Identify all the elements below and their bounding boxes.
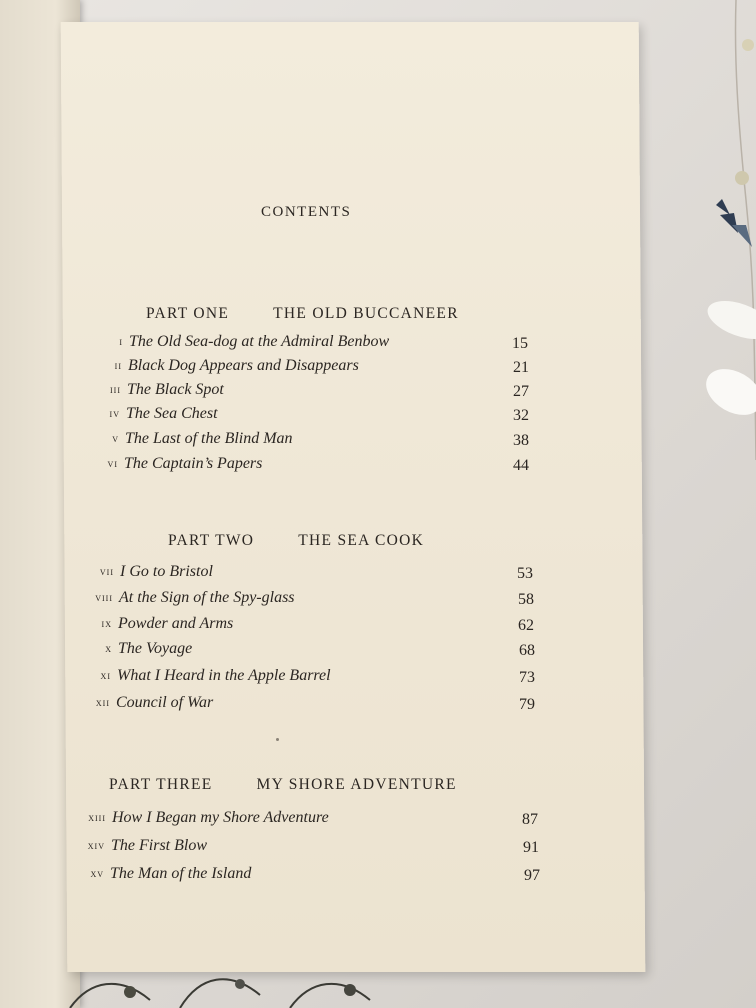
chapter-title: The Captain’s Papers	[124, 455, 263, 472]
chapter-title: Powder and Arms	[118, 615, 234, 632]
chapter-number: ii	[114, 360, 122, 372]
chapter-number: i	[119, 336, 123, 348]
page-number: 32	[513, 407, 529, 424]
chapter-number: xiv	[87, 840, 105, 852]
chapter-number: xiii	[88, 812, 106, 824]
page-number: 21	[513, 359, 529, 376]
part-one-heading	[146, 305, 459, 323]
chapter-title: I Go to Bristol	[120, 563, 213, 580]
part-title: THE OLD BUCCANEER	[273, 305, 459, 322]
page-number: 15	[512, 335, 528, 352]
page-number: 97	[524, 867, 540, 884]
chapter-number: viii	[95, 592, 113, 604]
chapter-title: Council of War	[116, 694, 214, 711]
chapter-title: Black Dog Appears and Disappears	[128, 357, 359, 374]
chapter-title: The Sea Chest	[126, 405, 218, 422]
chapter-number: iv	[109, 408, 120, 420]
dried-flowers-decoration	[676, 0, 756, 460]
chapter-title: The Last of the Blind Man	[125, 430, 293, 447]
contents-heading: CONTENTS	[261, 204, 352, 220]
chapter-title: The Man of the Island	[110, 865, 252, 882]
page-number: 62	[518, 617, 534, 634]
book-page	[61, 22, 646, 972]
page-number: 79	[519, 696, 535, 713]
part-label: PART ONE	[146, 305, 230, 322]
chapter-number: x	[105, 643, 112, 655]
chapter-number: iii	[110, 384, 121, 396]
chapter-title: The Old Sea-dog at the Admiral Benbow	[129, 333, 390, 350]
part-title: MY SHORE ADVENTURE	[256, 776, 457, 793]
page-number: 38	[513, 432, 529, 449]
chapter-title: How I Began my Shore Adventure	[112, 809, 329, 826]
part-label: PART THREE	[109, 776, 213, 793]
part-label: PART TWO	[168, 532, 255, 549]
page-number: 53	[517, 565, 533, 582]
page-number: 58	[518, 591, 534, 608]
page-number: 27	[513, 383, 529, 400]
chapter-number: vi	[107, 458, 118, 470]
chapter-number: xii	[95, 697, 110, 709]
chapter-number: xi	[100, 670, 111, 682]
pressed-plants-decoration	[60, 970, 420, 1008]
separator-dot	[276, 738, 279, 741]
page-number: 91	[523, 839, 539, 856]
chapter-number: xv	[90, 868, 104, 880]
chapter-number: ix	[101, 618, 112, 630]
chapter-title: What I Heard in the Apple Barrel	[117, 667, 331, 684]
page-number: 68	[519, 642, 535, 659]
part-three-heading	[109, 776, 457, 794]
chapter-title: The Voyage	[118, 640, 193, 657]
page-number: 87	[522, 811, 538, 828]
chapter-title: The Black Spot	[127, 381, 224, 398]
part-two-heading	[168, 532, 424, 550]
page-number: 44	[513, 457, 529, 474]
chapter-number: v	[112, 433, 119, 445]
chapter-title: The First Blow	[111, 837, 208, 854]
page-number: 73	[519, 669, 535, 686]
chapter-number: vii	[99, 566, 114, 578]
part-title: THE SEA COOK	[298, 532, 425, 549]
chapter-title: At the Sign of the Spy-glass	[119, 589, 295, 606]
